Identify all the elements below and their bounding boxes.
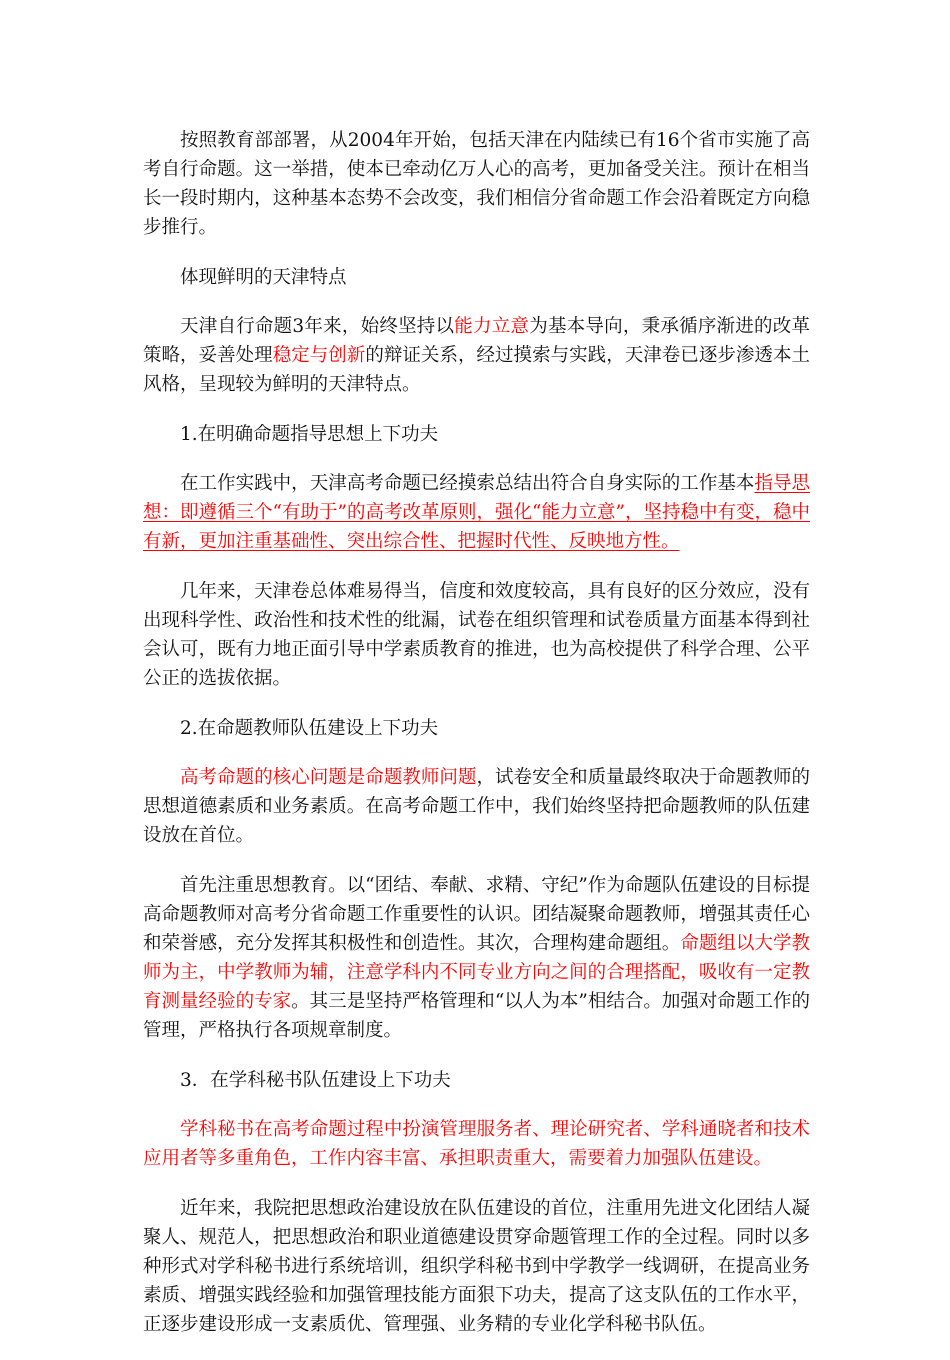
text-segment: 在工作实践中，天津高考命题已经摸索总结出符合自身实际的工作基本	[180, 473, 755, 494]
paragraph-guiding-thought	[143, 469, 810, 556]
text-segment: 按照教育部部署，从2004年开始，包括天津在内陆续已有16个省市实施了高考自行命题。这一举措，使本已牵动亿万人心的高考，更加备受关注。预计在相当长一段时期内，这种基本态势不会改变，我们相信分省命题工作会沿着既定方向稳步推行。	[143, 130, 810, 238]
heading-text: 体现鲜明的天津特点	[180, 267, 347, 288]
paragraph-teacher-measures	[143, 871, 810, 1045]
heading-text: 1.在明确命题指导思想上下功夫	[180, 424, 439, 445]
text-segment: ，试卷安全和质量最终取决于命题教师的思想道德素质和业务素质。在高考命题工作中，我们始终坚持把命题教师的队伍建设放在首位。	[143, 767, 810, 846]
paragraph-tianjin-features	[143, 312, 810, 399]
text-segment: 几年来，天津卷总体难易得当，信度和效度较高，具有良好的区分效应，没有出现科学性、政治性和技术性的纰漏，试卷在组织管理和试卷质量方面基本得到社会认可，既有力地正面引导中学素质教育的推进，也为高校提供了科学合理、公平公正的选拔依据。	[143, 581, 810, 689]
text-segment: 近年来，我院把思想政治建设放在队伍建设的首位，注重用先进文化团结人凝聚人、规范人，把思想政治和职业道德建设贯穿命题管理工作的全过程。同时以多种形式对学科秘书进行系统培训，组织学科秘书到中学教学一线调研，在提高业务素质、增强实践经验和加强管理技能方面狠下功夫，提高了这支队伍的工作水平，正逐步建设形成一支素质优、管理强、业务精的专业化学科秘书队伍。	[143, 1198, 810, 1335]
text-segment: 首先注重思想教育。以“团结、奉献、求精、守纪”作为命题队伍建设的目标提高命题教师对高考分省命题工作重要性的认识。团结凝聚命题教师，增强其责任心和荣誉感，充分发挥其积极性和创造性。其次，合理构建命题组。	[143, 875, 810, 954]
paragraph-results	[143, 577, 810, 693]
text-segment: 为基本导向，秉承循序渐进的改革策略，妥善处理	[143, 316, 810, 366]
document-body	[143, 126, 810, 1360]
highlight-segment: 命题组以大学教师为主，中学教师为辅，注意学科内不同专业方向之间的合理搭配，吸收有一定教育测量经验的专家	[143, 933, 810, 1012]
text-segment: 的辩证关系，经过摸索与实践，天津卷已逐步渗透本土风格，呈现较为鲜明的天津特点。	[143, 345, 810, 395]
section-heading-tianjin-features	[143, 263, 810, 292]
highlight-segment: 学科秘书在高考命题过程中扮演管理服务者、理论研究者、学科通晓者和技术应用者等多重角色，工作内容丰富、承担职责重大，需要着力加强队伍建设。	[143, 1119, 810, 1169]
heading-text: 3．在学科秘书队伍建设上下功夫	[180, 1070, 451, 1091]
paragraph-teacher-core	[143, 763, 810, 850]
highlight-segment: 稳定与创新	[272, 345, 366, 366]
paragraph-secretary-work	[143, 1194, 810, 1339]
highlight-segment: 能力立意	[454, 316, 530, 337]
section-heading-3	[143, 1066, 810, 1095]
text-segment: 。其三是坚持严格管理和“以人为本”相结合。加强对命题工作的管理，严格执行各项规章制度。	[143, 991, 810, 1041]
paragraph-secretary-role	[143, 1115, 810, 1173]
heading-text: 2.在命题教师队伍建设上下功夫	[180, 718, 439, 739]
highlight-segment: 高考命题的核心问题是命题教师问题	[180, 767, 477, 788]
highlight-underlined-segment: 指导思想：即遵循三个“有助于”的高考改革原则，强化“能力立意”，坚持稳中有变，稳中有新，更加注重基础性、突出综合性、把握时代性、反映地方性。	[143, 473, 810, 552]
section-heading-2	[143, 714, 810, 743]
paragraph-intro	[143, 126, 810, 242]
text-segment: 天津自行命题3年来，始终坚持以	[180, 316, 455, 337]
section-heading-1	[143, 420, 810, 449]
